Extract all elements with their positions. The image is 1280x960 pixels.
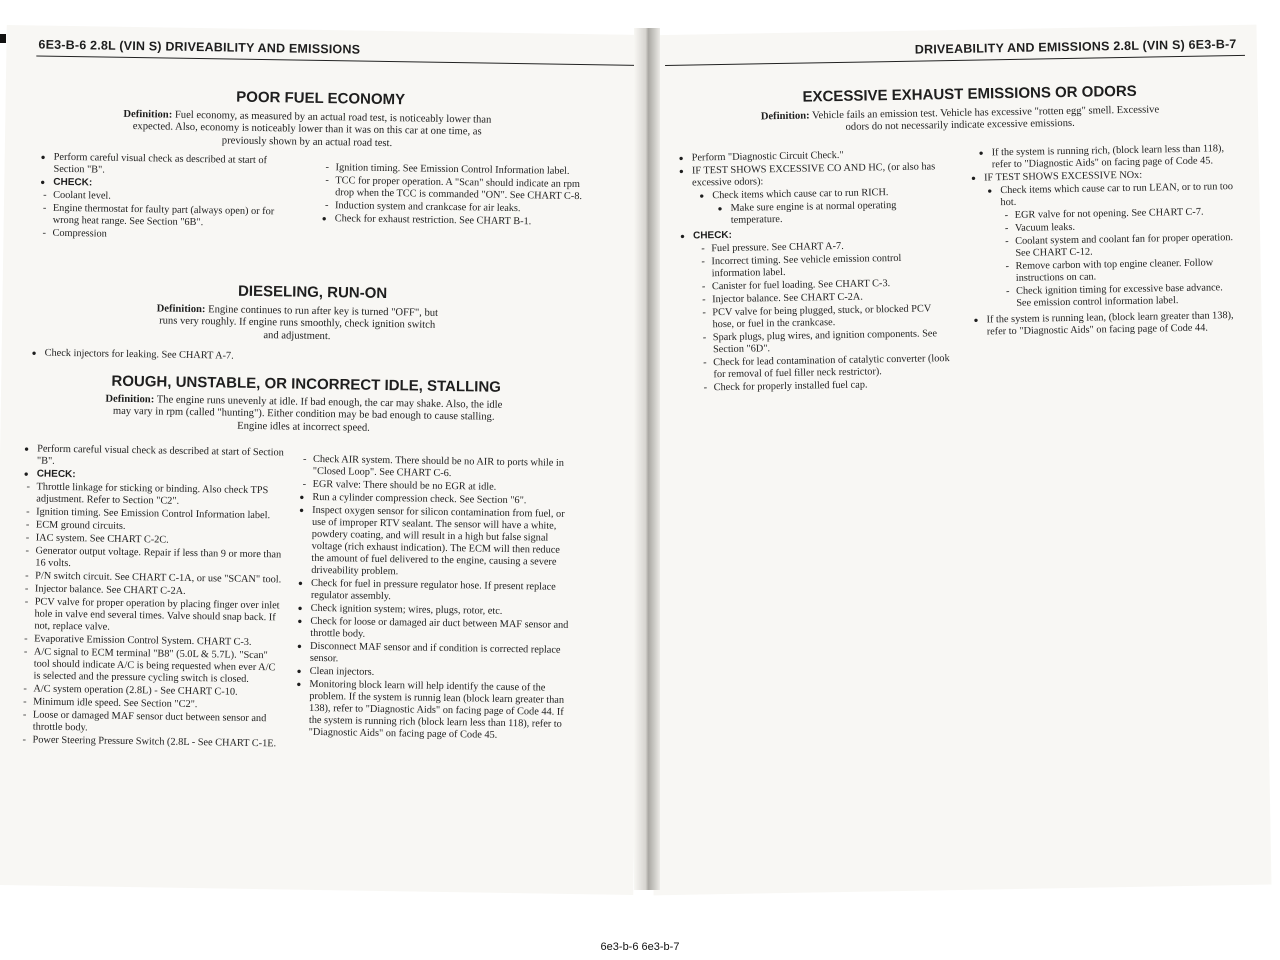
list-item: ● IF TEST SHOWS EXCESSIVE CO AND HC, (or also has excessive odors): bbox=[679, 161, 949, 190]
scan-edge-mark bbox=[0, 34, 6, 43]
poor-fuel-col-2 bbox=[322, 162, 591, 230]
list-item: ● If the system is running lean, (block learn greater than 138), refer to "Diagnostic Aids" on facing page of Code 44. bbox=[973, 310, 1235, 339]
list-item: - Compression bbox=[39, 228, 291, 244]
list-item: - Incorrect timing. See vehicle emission control information label. bbox=[698, 252, 950, 280]
list-item: ● Check items which cause car to run LEAN, or to run too hot. bbox=[987, 181, 1233, 209]
list-item: - Induction system and crankcase for air leaks. bbox=[322, 200, 590, 216]
definition-dieseling bbox=[152, 303, 443, 345]
emissions-col-2 bbox=[971, 143, 1236, 340]
left-header-rule bbox=[36, 55, 646, 66]
left-page-header: 6E3-B-6 2.8L (VIN S) DRIVEABILITY AND EMISSIONS bbox=[38, 37, 361, 57]
list-item: ● Clean injectors. bbox=[297, 666, 573, 682]
section-title-dieseling: DIESELING, RUN-ON bbox=[237, 282, 388, 303]
list-item: - Generator output voltage. Repair if less than 9 or more than 16 volts. bbox=[22, 545, 284, 573]
list-item: - Evaporative Emission Control System. CHART C-3. bbox=[21, 633, 283, 649]
left-page bbox=[0, 25, 647, 895]
definition-excessive-emissions bbox=[750, 104, 1170, 136]
list-item: ● Check for fuel in pressure regulator hose. If present replace regulator assembly. bbox=[298, 578, 574, 606]
list-item: ● Inspect oxygen sensor for silicon contamination from fuel, or use of improper RTV sealant. The sensor will have a white, powdery coating, and will result in a high but false signal voltage (rich exhaust indication). The ECM will then reduce the amount of fuel delivered to the engine, causing a severe driveability problem. bbox=[298, 505, 575, 581]
list-item: ● Check items which cause car to run RICH. bbox=[699, 186, 949, 202]
list-item: ● If the system is running rich, (block learn less than 118), refer to "Diagnostic Aids" on facing page of Code 45. bbox=[979, 143, 1233, 171]
list-item: - Throttle linkage for sticking or binding. Also check TPS adjustment. Refer to Section "C2". bbox=[23, 481, 285, 509]
definition-text: Vehicle fails an emission test. Vehicle has excessive "rotten egg" smell. Excessive odors do not necessarily indicate excessive emissions. bbox=[812, 104, 1160, 134]
list-item: - Ignition timing. See Emission Control Information label. bbox=[23, 506, 285, 522]
list-item: - Injector balance. See CHART C-2A. bbox=[22, 583, 284, 599]
list-item: ● Make sure engine is at normal operating temperature. bbox=[717, 199, 949, 227]
list-item: - Spark plugs, plug wires, and ignition components. See Section "6D". bbox=[700, 328, 952, 356]
list-item: - PCV valve for being plugged, stuck, or blocked PCV hose, or fuel in the crankcase. bbox=[699, 303, 951, 331]
list-item: - Remove carbon with top engine cleaner. Follow instructions on can. bbox=[1003, 257, 1235, 285]
list-item: - Vacuum leaks. bbox=[1002, 219, 1234, 235]
definition-poor-fuel-economy bbox=[117, 109, 498, 152]
definition-label: Definition: bbox=[760, 110, 810, 123]
section-title-poor-fuel-economy: POOR FUEL ECONOMY bbox=[236, 88, 406, 109]
list-item: - A/C signal to ECM terminal "B8" (5.0L & 5.7L). "Scan" tool should indicate A/C is being requested when ever A/C is selected and the pressure cycling switch is closed. bbox=[20, 646, 283, 686]
section-title-excessive-emissions: EXCESSIVE EXHAUST EMISSIONS OR ODORS bbox=[802, 82, 1137, 106]
list-item: - Injector balance. See CHART C-2A. bbox=[699, 290, 951, 306]
list-item: ● Check ignition system; wires, plugs, rotor, etc. bbox=[298, 603, 574, 619]
list-item: ● Perform "Diagnostic Circuit Check." bbox=[679, 148, 949, 165]
definition-label: Definition: bbox=[156, 303, 206, 316]
definition-text: The engine runs unevenly at idle. If bad enough, the car may shake. Also, the idle may vary in rpm (called "hunting"). Either condition may be bad enough to cause stalling. Engine idles at incorrect speed. bbox=[112, 394, 503, 434]
list-item: - Check AIR system. There should be no AIR to ports while in "Closed Loop". See CHART C-6. bbox=[300, 454, 576, 482]
definition-text: Fuel economy, as measured by an actual road test, is noticeably lower than expected. Also, economy is noticeably lower than it was on this car at one time, as previously shown by an actual road test. bbox=[132, 109, 492, 149]
list-item: - Check ignition timing for excessive base advance. See emission control information label. bbox=[1003, 282, 1235, 310]
definition-label: Definition: bbox=[105, 393, 155, 406]
list-item: - Power Steering Pressure Switch (2.8L - See CHART C-1E. bbox=[19, 734, 281, 750]
page-footer: 6e3-b-6 6e3-b-7 bbox=[600, 941, 680, 953]
list-item: - Coolant system and coolant fan for proper operation. See CHART C-12. bbox=[1002, 232, 1234, 260]
list-item: ● Perform careful visual check as described at start of Section "B". bbox=[40, 152, 292, 180]
list-item: ● Monitoring block learn will help identify the cause of the problem. If the system is runnig lean (block learn greater than 138), refer to "Diagnostic Aids" on facing page of Code 44. If the system is running rich (block learn less than 118), refer to "Diagnostic Aids" on facing page of Code 45. bbox=[296, 679, 573, 743]
list-item: - Check for lead contamination of catalytic converter (look for removal of fuel filler neck restrictor). bbox=[700, 353, 952, 381]
section-title-rough-idle: ROUGH, UNSTABLE, OR INCORRECT IDLE, STALLING bbox=[111, 372, 502, 396]
list-item: - P/N switch circuit. See CHART C-1A, or use "SCAN" tool. bbox=[22, 570, 284, 586]
list-item: - Check for properly installed fuel cap. bbox=[701, 378, 953, 394]
list-item: ● IF TEST SHOWS EXCESSIVE NOx: bbox=[971, 168, 1233, 185]
list-item: - Canister for fuel loading. See CHART C-3. bbox=[699, 277, 951, 293]
definition-label: Definition: bbox=[123, 108, 173, 121]
list-item: ● Check injectors for leaking. See CHART A-7. bbox=[32, 347, 332, 364]
right-page-header: DRIVEABILITY AND EMISSIONS 2.8L (VIN S) 6E3-B-7 bbox=[914, 37, 1237, 57]
list-item: - PCV valve for proper operation by placing finger over inlet hole in valve end several times. Valve should snap back. If not, replace valve. bbox=[21, 596, 284, 636]
list-item: ● Perform careful visual check as described at start of Section "B". bbox=[24, 443, 286, 471]
right-page bbox=[639, 25, 1272, 896]
list-item: - IAC system. See CHART C-2C. bbox=[23, 532, 285, 548]
list-item: - TCC for proper operation. A "Scan" should indicate an rpm drop when the TCC is commanded "ON". See CHART C-8. bbox=[322, 175, 590, 203]
definition-rough-idle bbox=[98, 394, 509, 438]
list-item: - Ignition timing. See Emission Control Information label. bbox=[322, 162, 590, 178]
poor-fuel-col-1 bbox=[39, 152, 292, 245]
list-item: - EGR valve for not opening. See CHART C-7. bbox=[1002, 206, 1234, 222]
list-item: - Fuel pressure. See CHART A-7. bbox=[698, 239, 950, 255]
list-item: - Minimum idle speed. See Section "C2". bbox=[20, 696, 282, 712]
list-item: - Loose or damaged MAF sensor duct between sensor and throttle body. bbox=[20, 709, 282, 737]
list-item: ● Check for exhaust restriction. See CHART B-1. bbox=[322, 213, 590, 229]
book-gutter bbox=[634, 28, 660, 890]
emissions-col-1 bbox=[679, 148, 953, 396]
definition-text: Engine continues to run after key is turned "OFF", but runs very roughly. If engine runs smoothly, check ignition switch and adjustment. bbox=[159, 304, 439, 342]
rough-idle-col-2 bbox=[296, 454, 576, 744]
list-item: ● Check for loose or damaged air duct between MAF sensor and throttle body. bbox=[297, 616, 573, 644]
check-heading: ● CHECK: bbox=[680, 226, 950, 243]
list-item: ● Run a cylinder compression check. See Section "6". bbox=[299, 492, 575, 508]
list-item: - ECM ground circuits. bbox=[23, 519, 285, 535]
rough-idle-col-1 bbox=[19, 443, 286, 751]
dieseling-col-1 bbox=[32, 347, 332, 365]
list-item: - Engine thermostat for faulty part (always open) or for wrong heat range. See Section "6B". bbox=[40, 203, 292, 231]
list-item: ● Disconnect MAF sensor and if condition is corrected replace sensor. bbox=[297, 641, 573, 669]
check-heading: ● CHECK: bbox=[40, 177, 292, 193]
list-item: - A/C system operation (2.8L) - See CHART C-10. bbox=[20, 683, 282, 699]
right-header-rule bbox=[665, 55, 1245, 66]
list-item: - EGR valve: There should be no EGR at idle. bbox=[300, 479, 576, 495]
list-item: - Coolant level. bbox=[40, 190, 292, 206]
check-heading: ● CHECK: bbox=[24, 468, 286, 484]
